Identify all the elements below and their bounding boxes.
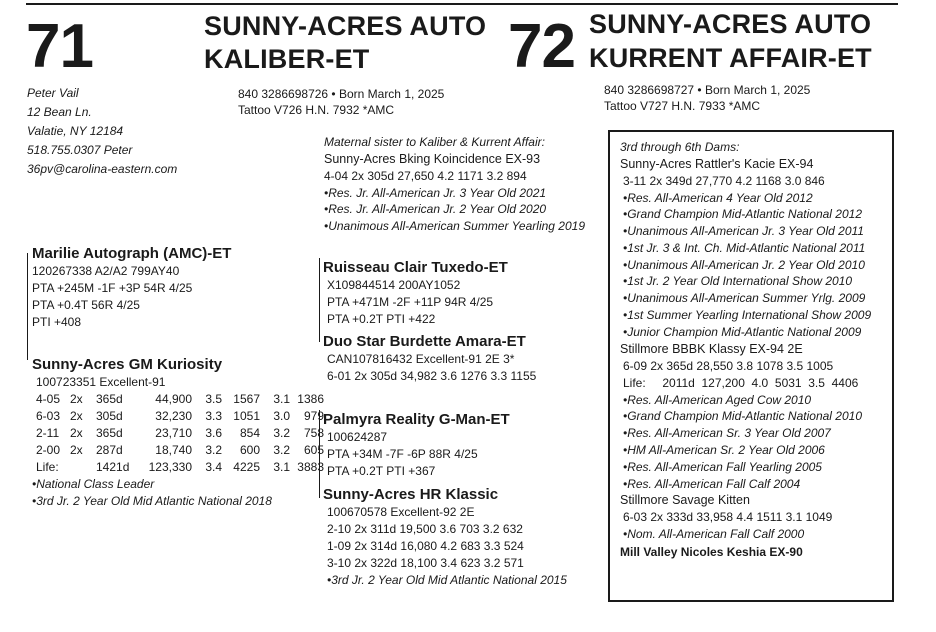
consignor-address: 12 Bean Ln.: [27, 105, 92, 119]
maternal-sister-honor: •Unanimous All-American Summer Yearling 2019: [324, 218, 585, 233]
honor-line: •HM All-American Sr. 2 Year Old 2006: [623, 443, 825, 458]
dam-dam-name: Sunny-Acres HR Klassic: [323, 486, 499, 503]
lot-number-71: 71: [26, 12, 93, 81]
dam-record-cell: 1051: [233, 409, 260, 423]
consignor-phone: 518.755.0307 Peter: [27, 143, 133, 157]
dam4-honors: [620, 392, 871, 493]
dam5-honor: •Nom. All-American Fall Calf 2000: [623, 527, 805, 542]
dam-record-cell: 3.2: [205, 443, 222, 457]
lot71-title-line1: SUNNY-ACRES AUTO: [204, 11, 487, 41]
sire-dam-line: CAN107816432 Excellent-91 2E 3*: [327, 352, 515, 366]
dam-record-cell: 44,900: [155, 392, 192, 406]
dam3-record: 3-11 2x 349d 27,770 4.2 1168 3.0 846: [623, 173, 825, 188]
dam-record-cell: 305d: [96, 409, 123, 423]
consignor-city: Valatie, NY 12184: [27, 124, 124, 138]
dam-record-cell: 2x: [70, 409, 83, 423]
dam-record-cell: 6-03: [36, 409, 61, 423]
honor-line: •1st Summer Yearling International Show 2009: [623, 308, 872, 323]
sire-sire-line: PTA +471M -2F +11P 94R 4/25: [327, 295, 494, 309]
lot72-tattoo: Tattoo V727 H.N. 7933 *AMC: [604, 99, 761, 113]
lot72-registration: 840 3286698727 • Born March 1, 2025: [604, 83, 811, 97]
dam3-honors: [620, 190, 871, 341]
honor-line: •Res. All-American Sr. 3 Year Old 2007: [623, 426, 831, 441]
dam-record-cell: 3.6: [205, 426, 222, 440]
dam-sire-line: PTA +0.2T PTI +367: [327, 464, 436, 478]
dam4-name: Stillmore BBBK Klassy EX-94 2E: [620, 341, 803, 356]
dam-record-cell: 365d: [96, 392, 123, 406]
pedigree-connector-sire-parents: [319, 258, 320, 342]
lot71-tattoo: Tattoo V726 H.N. 7932 *AMC: [238, 103, 395, 117]
dam-record-cell: 3.1: [273, 392, 290, 406]
sire-sire-name: Ruisseau Clair Tuxedo-ET: [323, 259, 508, 276]
dam-record-cell: 758: [303, 426, 324, 440]
dam-record-cell: 854: [239, 426, 260, 440]
sire-dam-name: Duo Star Burdette Amara-ET: [323, 333, 526, 350]
dam-record-cell: 287d: [96, 443, 123, 457]
dam-name: Sunny-Acres GM Kuriosity: [32, 356, 223, 373]
top-rule: [26, 3, 898, 5]
dam5-name: Stillmore Savage Kitten: [620, 493, 750, 508]
dam-sire-name: Palmyra Reality G-Man-ET: [323, 411, 510, 428]
dam5-record: 6-03 2x 333d 33,958 4.4 1511 3.1 1049: [623, 510, 833, 525]
dam-record-cell: 3.2: [273, 443, 290, 457]
dam-dam-line: 100670578 Excellent-92 2E: [327, 505, 475, 519]
dam-record-row: [32, 408, 324, 425]
dam-sire-block: [323, 410, 510, 480]
dam-record-cell: 4-05: [36, 392, 61, 406]
honor-line: •Res. All-American 4 Year Old 2012: [623, 190, 813, 205]
dam-record-cell: 32,230: [155, 409, 192, 423]
dam-record-cell: 3.1: [273, 460, 290, 474]
maternal-sister-heading: Maternal sister to Kaliber & Kurrent Affair:: [324, 135, 545, 149]
dam-record-cell: 3.2: [273, 426, 290, 440]
sire-name: Marilie Autograph (AMC)-ET: [32, 245, 232, 262]
dam-record-cell: 2-11: [36, 426, 60, 440]
honor-line: •Unanimous All-American Jr. 3 Year Old 2011: [623, 224, 864, 239]
sire-line: PTI +408: [32, 315, 82, 329]
dam-record-cell: 1386: [297, 392, 324, 406]
dam-record-cell: 979: [303, 409, 324, 423]
dam-record-cell: 3.5: [205, 392, 222, 406]
dam-record-cell: 4225: [233, 460, 260, 474]
lot-number-72: 72: [508, 12, 575, 81]
honor-line: •Res. All-American Fall Calf 2004: [623, 476, 801, 491]
dam6-name: Mill Valley Nicoles Keshia EX-90: [620, 544, 803, 559]
lot72-title-line2: KURRENT AFFAIR-ET: [589, 43, 872, 73]
dam-record-row: [32, 459, 324, 476]
dam4-record: 6-09 2x 365d 28,550 3.8 1078 3.5 1005: [623, 358, 834, 373]
lot72-title-line1: SUNNY-ACRES AUTO: [589, 9, 872, 39]
dam-dam-honor: •3rd Jr. 2 Year Old Mid Atlantic National 2015: [327, 573, 567, 587]
maternal-sister-name: Sunny-Acres Bking Koincidence EX-93: [324, 151, 541, 166]
dam-record-cell: 3.3: [205, 409, 222, 423]
dam-sire-line: PTA +34M -7F -6P 88R 4/25: [327, 447, 478, 461]
pedigree-connector-sire: [27, 253, 28, 360]
maternal-sister-record: 4-04 2x 305d 27,650 4.2 1171 3.2 894: [324, 168, 527, 183]
honor-line: •Grand Champion Mid-Atlantic National 2012: [623, 207, 862, 222]
dam-record-cell: 23,710: [155, 426, 192, 440]
dam-dam-line: 3-10 2x 322d 18,100 3.4 623 3.2 571: [327, 556, 524, 570]
sire-sire-line: PTA +0.2T PTI +422: [327, 312, 436, 326]
sire-sire-block: [323, 258, 508, 328]
dam-record-cell: 3.0: [273, 409, 290, 423]
dam-record-cell: 605: [303, 443, 324, 457]
maternal-sister-honor: •Res. Jr. All-American Jr. 3 Year Old 2021: [324, 185, 547, 200]
dam-record-cell: 2x: [70, 392, 83, 406]
sire-dam-block: [323, 332, 536, 385]
sire-block: [32, 244, 231, 331]
dam-dam-block: [323, 485, 567, 589]
extended-dams-heading: 3rd through 6th Dams:: [620, 140, 740, 154]
dam-record-cell: 3883: [297, 460, 324, 474]
dam-dam-line: 1-09 2x 314d 16,080 4.2 683 3.3 524: [327, 539, 524, 553]
honor-line: •1st Jr. 2 Year Old International Show 2010: [623, 274, 853, 289]
dam-dam-line: 2-10 2x 311d 19,500 3.6 703 3.2 632: [327, 522, 523, 536]
dam-record-cell: 3.4: [205, 460, 222, 474]
honor-line: •Unanimous All-American Jr. 2 Year Old 2010: [623, 257, 865, 272]
honor-line: •1st Jr. 3 & Int. Ch. Mid-Atlantic National 2011: [623, 240, 866, 255]
sire-line: PTA +0.4T 56R 4/25: [32, 298, 140, 312]
maternal-sister-block: [324, 134, 585, 234]
dam-block: [32, 355, 324, 509]
dam-record-cell: 123,330: [148, 460, 192, 474]
sire-line: PTA +245M -1F +3P 54R 4/25: [32, 281, 193, 295]
sire-line: 120267338 A2/A2 799AY40: [32, 264, 180, 278]
honor-line: •Res. All-American Fall Yearling 2005: [623, 459, 822, 474]
extended-dams-content: [620, 139, 871, 561]
lot71-registration: 840 3286698726 • Born March 1, 2025: [238, 87, 445, 101]
honor-line: •Res. All-American Aged Cow 2010: [623, 392, 812, 407]
lot71-title-line2: KALIBER-ET: [204, 44, 370, 74]
dam-record-cell: 600: [239, 443, 260, 457]
dam-honor: •National Class Leader: [32, 477, 155, 491]
honor-line: •Unanimous All-American Summer Yrlg. 2009: [623, 291, 866, 306]
dam-record-cell: 365d: [96, 426, 123, 440]
dam-records-table: [32, 391, 324, 476]
dam-honor: •3rd Jr. 2 Year Old Mid Atlantic National 2018: [32, 493, 272, 508]
sire-dam-line: 6-01 2x 305d 34,982 3.6 1276 3.3 1155: [327, 369, 537, 383]
dam4-life: Life: 2011d 127,200 4.0 5031 3.5 4406: [623, 375, 859, 390]
dam-record-cell: 18,740: [155, 443, 192, 457]
dam-record-cell: [70, 459, 96, 476]
dam-record-cell: 2x: [70, 443, 83, 457]
consignor-email[interactable]: 36pv@carolina-eastern.com: [27, 162, 178, 176]
dam-record-cell: 1421d: [96, 460, 130, 474]
sire-sire-line: X109844514 200AY1052: [327, 278, 461, 292]
consignor-info: [27, 84, 177, 179]
dam-sire-line: 100624287: [327, 430, 388, 444]
dam-record-row: [32, 391, 324, 408]
dam-record-cell: 1567: [233, 392, 260, 406]
maternal-sister-honor: •Res. Jr. All-American Jr. 2 Year Old 2020: [324, 202, 547, 216]
dam-registration: 100723351 Excellent-91: [36, 375, 166, 389]
dam-record-cell: 2-00: [36, 443, 61, 457]
honor-line: •Junior Champion Mid-Atlantic National 2009: [623, 324, 862, 339]
dam-record-cell: Life:: [36, 460, 59, 474]
dam-record-cell: 2x: [70, 426, 83, 440]
dam-record-row: [32, 442, 324, 459]
dam3-name: Sunny-Acres Rattler's Kacie EX-94: [620, 156, 814, 171]
honor-line: •Grand Champion Mid-Atlantic National 2010: [623, 409, 862, 424]
dam-record-row: [32, 425, 324, 442]
consignor-name: Peter Vail: [27, 86, 79, 100]
